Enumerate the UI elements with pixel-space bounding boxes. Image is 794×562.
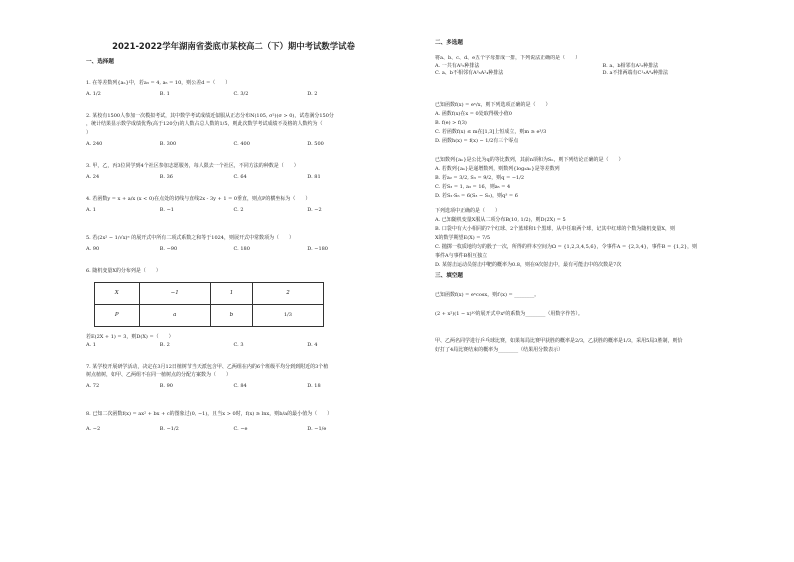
option-d: D. 4 — [307, 341, 318, 348]
question-14: (2 + x²)(1 − x)¹⁰的展开式中x⁶的系数为________（用数字作答）。 — [435, 310, 583, 317]
option-a: A. 一共有A⁵₅种排法 — [435, 62, 480, 69]
option-c: C. 若函数f(x) ≤ m在[1,3]上恒成立，则m ≥ e³/3 — [435, 128, 547, 135]
option-b: B. 90 — [159, 383, 173, 390]
question-stem: 6. 随机变量X的分布列是（ ） — [86, 268, 161, 275]
option-c: C. 3 — [233, 341, 244, 348]
option-d: D. 某射击运动员射击中靶的概率为0.8，则在9次射击中，最有可能击中的次数是7次 — [435, 261, 622, 268]
option-c: C. 抛掷一枚质地均匀的骰子一次，所得的样本空间为Ω = {1,2,3,4,5,6}，令事件A = {2,3,4}，事件B = {1,2}，则 — [435, 243, 698, 250]
section-heading-fill: 三、填空题 — [435, 272, 463, 279]
option-a: A. −2 — [86, 426, 101, 433]
options-row — [86, 383, 381, 390]
option-a: A. 90 — [86, 246, 100, 253]
option-c: C. −e — [233, 426, 248, 433]
question-1 — [86, 79, 381, 98]
exam-title: 2021-2022学年湖南省娄底市某校高二（下）期中考试数学试卷 — [112, 41, 355, 51]
options-row — [435, 70, 770, 77]
table-cell: 1/3 — [252, 304, 323, 326]
table-cell: P — [95, 304, 140, 326]
option-b: B. 若a₂ = 3/2, S₃ = 9/2，则q = −1/2 — [435, 174, 525, 181]
question-2 — [86, 112, 381, 148]
section-heading-multi: 二、多选题 — [435, 40, 463, 46]
option-d: D. 2 — [307, 91, 318, 98]
option-b: B. a、b相邻有A²₂种排法 — [602, 62, 659, 69]
question-stem: 将a、b、c、d、e五个字母排成一排，下列说法正确的是（ ） — [435, 55, 581, 61]
option-c: C. 64 — [233, 174, 247, 181]
options-row — [86, 342, 381, 349]
table-cell: a — [139, 304, 210, 326]
question-stem: 1. 在等差数列{aₙ}中，若a₃ = 4, a₅ = 10，则公差d =（ ） — [86, 80, 231, 86]
option-c: C. a、b不相邻有A³₃A²₄种排法 — [435, 69, 504, 76]
question-stem-cont: ，统计结果显示数学成绩优秀(高于120分)的人数占总人数的1/5，则此次数学考试成绩不及格的人数约为（ — [86, 121, 323, 128]
options-row — [86, 174, 381, 181]
question-11 — [435, 156, 770, 201]
option-b: B. −90 — [159, 246, 178, 253]
table-cell: X — [95, 282, 140, 304]
option-c: C. 180 — [233, 246, 250, 253]
option-c: C. 3/2 — [233, 91, 249, 98]
option-c-cont: 事件A与事件B相互独立 — [435, 252, 488, 259]
option-a: A. 1 — [86, 341, 96, 348]
section-heading-choice: 一、选择题 — [86, 59, 114, 65]
options-row — [86, 426, 381, 433]
option-d: D. 函数h(x) = f(x) − 1/2有三个零点 — [435, 137, 519, 144]
table-cell: −1 — [139, 282, 210, 304]
right-page — [397, 0, 794, 562]
option-d: D. 500 — [307, 140, 324, 147]
question-stem-cont: 树点植树，如甲、乙两组不在同一植树点的分配方案数为（ ） — [86, 372, 232, 379]
question-stem: 2. 某校有1500人参加一次模拟考试，其中数学考试成绩近似服从正态分布N(105, σ²)(σ > 0)，试卷满分150分 — [86, 113, 334, 120]
option-b: B. −1/2 — [159, 426, 179, 433]
question-5 — [86, 234, 381, 253]
option-a: A. 1/2 — [86, 91, 101, 98]
question-6 — [86, 267, 381, 348]
option-b: B. 300 — [159, 140, 177, 147]
option-c: C. 84 — [233, 383, 247, 390]
table-cell: 2 — [252, 282, 323, 304]
question-stem: 4. 若函数y = x + a/x (x < 0)在点处的切线与直线2x - 3y + 1 = 0垂直，则点P的横坐标为（ ） — [86, 196, 311, 203]
option-b: B. −1 — [159, 207, 174, 214]
question-stem: 已知数列{aₙ}是公比为q的等比数列，其前n项和为Sₙ，则下列结论正确的是（ ） — [435, 156, 624, 163]
option-d: D. 81 — [307, 174, 321, 181]
option-b: B. 36 — [159, 174, 173, 181]
option-b: B. 1 — [159, 91, 170, 98]
options-row — [86, 246, 381, 253]
option-c: C. 若S₃ = 1, a₃ = 16，则a₅ = 4 — [435, 183, 511, 190]
question-stem: 7. 某学校开展研学活动，决定在3月12日植树节当天派包含甲、乙两组在内的6个班级平均分到到附近的3个植 — [86, 363, 329, 370]
question-3 — [86, 162, 381, 181]
question-9 — [435, 55, 770, 77]
question-stem-cont: 好打了4局比赛结束的概率为________（结果用分数表示） — [435, 346, 564, 353]
question-stem-cont: ） — [86, 129, 92, 136]
option-c: C. 400 — [233, 140, 250, 147]
option-d: D. −1/e — [307, 426, 327, 433]
option-c: C. 2 — [233, 207, 244, 214]
question-stem: 已知函数f(x) = eˣ/x，则下列选项正确的是（ ） — [435, 101, 551, 108]
option-d: D. −2 — [307, 207, 322, 214]
question-15 — [435, 337, 770, 355]
table-cell: b — [210, 304, 252, 326]
option-b: B. 2 — [159, 341, 170, 348]
distribution-table — [94, 282, 324, 327]
question-10 — [435, 101, 770, 146]
option-d: D. −180 — [307, 246, 328, 253]
options-row — [86, 91, 381, 98]
question-stem: 甲、乙两名同学进行乒乓球比赛，如果每局比赛甲获胜的概率是2/3，乙获胜的概率是1/3，采用5局3胜制，则恰 — [435, 337, 683, 344]
question-condition: 若E(2X + 1) = 3，则D(X) =（ ） — [86, 333, 174, 340]
option-d: D. 若S₂·S₆ = 6(S₃ − S₂)，则q³ = 6 — [435, 192, 518, 199]
option-b: B. 口袋中有大小相同的7个红球、2个蓝球和1个黑球，从中任取两个球，记其中红球的个数为随机变量X，则 — [435, 225, 675, 232]
option-a: A. 72 — [86, 383, 100, 390]
option-b: B. f(e) > f(3) — [435, 119, 467, 126]
option-a: A. 函数f(x)在x = 0处取得极小值0 — [435, 110, 512, 117]
question-12 — [435, 207, 770, 270]
question-7 — [86, 363, 381, 390]
option-d: D. a不排两端有C¹₃A⁴₄种排法 — [602, 69, 668, 76]
question-13: 已知函数f(x) = eˣcosx，则f′(x) = ________。 — [435, 291, 540, 298]
options-row — [86, 207, 381, 214]
table-row — [95, 304, 324, 326]
option-a: A. 24 — [86, 174, 100, 181]
option-b-cont: X的数学期望E(X) = 7/5 — [435, 234, 491, 241]
table-cell: 1 — [210, 282, 252, 304]
question-4 — [86, 195, 381, 214]
question-stem: 8. 已知二次函数f(x) = ax² + bx + c的图象过(0, −1)，且当x > 0时，f(x) ≥ lnx，则b/a的最小值为（ ） — [86, 411, 333, 418]
options-row — [435, 63, 770, 70]
option-a: A. 240 — [86, 140, 103, 147]
question-stem: 3. 甲，乙，丙3位同学到4个社区参加志愿服务，每人限去一个社区，不同方法的种数是（ ） — [86, 162, 299, 169]
table-row — [95, 282, 324, 304]
option-a: A. 已知随机变量X服从二项分布B(10, 1/2)，则D(2X) = 5 — [435, 216, 566, 223]
question-stem: 下列选项中正确的是（ ） — [435, 207, 501, 214]
option-d: D. 18 — [307, 383, 321, 390]
option-a: A. 若数列{aₙ}是递增数列，则数列{log₂aₙ}是等差数列 — [435, 165, 560, 172]
question-8 — [86, 410, 381, 433]
option-a: A. 1 — [86, 207, 96, 214]
options-row — [86, 141, 381, 148]
question-stem: 5. 若(2x² − 1/√x)ⁿ 的展开式中所有二项式系数之和等于1024，则展开式中常数项为（ ） — [86, 235, 294, 242]
